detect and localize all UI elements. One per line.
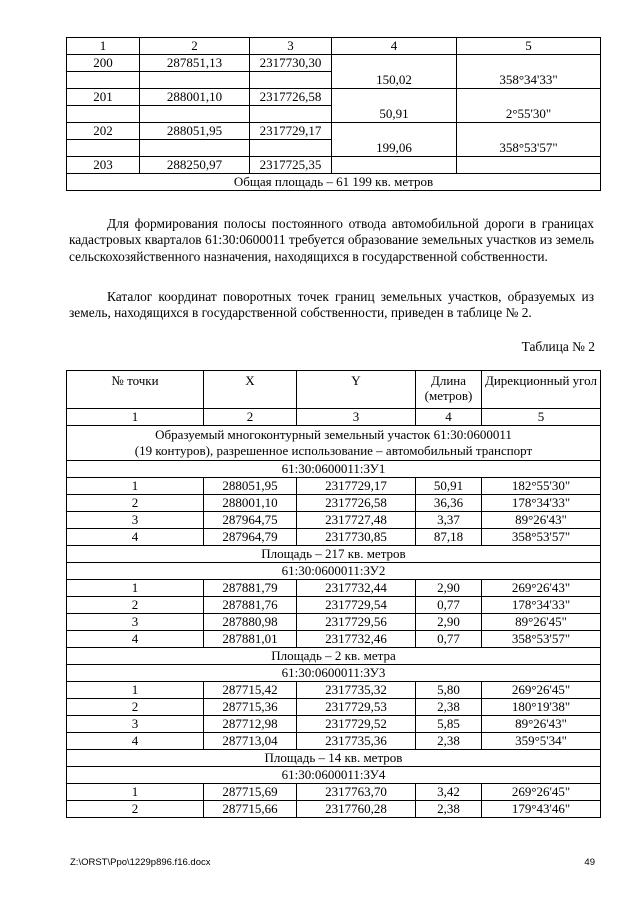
angle-cell: 358°34'33" bbox=[457, 72, 601, 89]
table-row bbox=[67, 140, 601, 157]
paragraph-formation: Для формирования полосы постоянного отвода автомобильной дороги в границах кадастровых кварталов 61:30:0600011 требуется образование земельных участков из земель сельскохозяйственного назначения, находящихся в государственной собственности. bbox=[69, 216, 594, 264]
table-row bbox=[67, 631, 601, 648]
point-cell bbox=[67, 106, 140, 123]
section-name: 61:30:0600011:ЗУ4 bbox=[67, 767, 601, 784]
col-number: 3 bbox=[250, 38, 332, 55]
y-cell: 2317729,54 bbox=[297, 597, 416, 614]
x-cell: 287881,01 bbox=[204, 631, 297, 648]
col-number: 1 bbox=[67, 38, 140, 55]
y-cell: 2317729,53 bbox=[297, 699, 416, 716]
x-cell: 288001,10 bbox=[140, 89, 250, 106]
x-cell: 287964,79 bbox=[204, 529, 297, 546]
col-number: 4 bbox=[332, 38, 457, 55]
point-cell bbox=[67, 72, 140, 89]
y-cell: 2317732,46 bbox=[297, 631, 416, 648]
angle-cell bbox=[457, 157, 601, 174]
angle-cell bbox=[457, 89, 601, 106]
angle-cell: 89°26'43" bbox=[482, 716, 601, 733]
section-name: 61:30:0600011:ЗУ3 bbox=[67, 665, 601, 682]
length-cell: 2,90 bbox=[416, 614, 482, 631]
length-cell bbox=[332, 157, 457, 174]
length-cell: 150,02 bbox=[332, 72, 457, 89]
length-cell: 0,77 bbox=[416, 631, 482, 648]
parcel-title bbox=[67, 426, 601, 461]
x-cell: 287715,36 bbox=[204, 699, 297, 716]
section-area: Площадь – 2 кв. метра bbox=[67, 648, 601, 665]
x-cell: 287851,13 bbox=[140, 55, 250, 72]
footer-file-path: Z:\ORST\Ppo\1229p896.f16.docx bbox=[70, 857, 211, 868]
header-y: Y bbox=[297, 371, 416, 409]
table-header-row bbox=[67, 371, 601, 409]
x-cell: 288051,95 bbox=[140, 123, 250, 140]
angle-cell: 89°26'45" bbox=[482, 614, 601, 631]
x-cell: 287713,04 bbox=[204, 733, 297, 750]
col-number: 4 bbox=[416, 409, 482, 426]
point-cell bbox=[67, 140, 140, 157]
y-cell: 2317735,36 bbox=[297, 733, 416, 750]
point-cell: 3 bbox=[67, 716, 204, 733]
point-cell: 4 bbox=[67, 631, 204, 648]
x-cell: 287715,42 bbox=[204, 682, 297, 699]
length-cell: 87,18 bbox=[416, 529, 482, 546]
table-row bbox=[67, 123, 601, 140]
x-cell: 288001,10 bbox=[204, 495, 297, 512]
table-row bbox=[67, 682, 601, 699]
length-cell: 0,77 bbox=[416, 597, 482, 614]
table-row bbox=[67, 699, 601, 716]
y-cell bbox=[250, 72, 332, 89]
angle-cell: 358°53'57" bbox=[482, 631, 601, 648]
angle-cell: 178°34'33" bbox=[482, 597, 601, 614]
point-cell: 2 bbox=[67, 699, 204, 716]
point-cell: 2 bbox=[67, 495, 204, 512]
x-cell: 287715,66 bbox=[204, 801, 297, 818]
point-cell: 200 bbox=[67, 55, 140, 72]
length-cell bbox=[332, 89, 457, 106]
header-angle: Дирекционный угол bbox=[482, 371, 601, 409]
point-cell: 4 bbox=[67, 529, 204, 546]
header-length: Длина (метров) bbox=[416, 371, 482, 409]
x-cell: 287715,69 bbox=[204, 784, 297, 801]
section-area: Площадь – 217 кв. метров bbox=[67, 546, 601, 563]
x-cell bbox=[140, 140, 250, 157]
point-cell: 2 bbox=[67, 597, 204, 614]
length-cell: 3,37 bbox=[416, 512, 482, 529]
sections-body bbox=[67, 461, 601, 818]
col-number: 5 bbox=[457, 38, 601, 55]
table-row bbox=[67, 478, 601, 495]
table-row bbox=[67, 597, 601, 614]
x-cell bbox=[140, 72, 250, 89]
total-area: Общая площадь – 61 199 кв. метров bbox=[67, 174, 601, 191]
section-name-row bbox=[67, 461, 601, 478]
length-cell: 199,06 bbox=[332, 140, 457, 157]
angle-cell bbox=[457, 55, 601, 72]
table-row bbox=[67, 72, 601, 89]
x-cell bbox=[140, 106, 250, 123]
y-cell bbox=[250, 106, 332, 123]
y-cell: 2317732,44 bbox=[297, 580, 416, 597]
table-row bbox=[67, 512, 601, 529]
y-cell: 2317729,17 bbox=[250, 123, 332, 140]
angle-cell: 269°26'43" bbox=[482, 580, 601, 597]
length-cell: 50,91 bbox=[416, 478, 482, 495]
x-cell: 288250,97 bbox=[140, 157, 250, 174]
y-cell: 2317729,56 bbox=[297, 614, 416, 631]
table-row bbox=[67, 614, 601, 631]
length-cell: 3,42 bbox=[416, 784, 482, 801]
total-area-row bbox=[67, 174, 601, 191]
section-name-row bbox=[67, 665, 601, 682]
x-cell: 288051,95 bbox=[204, 478, 297, 495]
angle-cell: 182°55'30" bbox=[482, 478, 601, 495]
table-header-row bbox=[67, 38, 601, 55]
x-cell: 287964,75 bbox=[204, 512, 297, 529]
point-cell: 203 bbox=[67, 157, 140, 174]
point-cell: 4 bbox=[67, 733, 204, 750]
y-cell: 2317726,58 bbox=[297, 495, 416, 512]
table-row bbox=[67, 784, 601, 801]
col-number: 2 bbox=[140, 38, 250, 55]
y-cell: 2317760,28 bbox=[297, 801, 416, 818]
table-row bbox=[67, 529, 601, 546]
point-cell: 3 bbox=[67, 614, 204, 631]
y-cell: 2317727,48 bbox=[297, 512, 416, 529]
table-row bbox=[67, 733, 601, 750]
angle-cell: 359°5'34" bbox=[482, 733, 601, 750]
point-cell: 201 bbox=[67, 89, 140, 106]
footer-page-number: 49 bbox=[584, 857, 595, 868]
y-cell: 2317726,58 bbox=[250, 89, 332, 106]
y-cell: 2317729,52 bbox=[297, 716, 416, 733]
point-cell: 1 bbox=[67, 682, 204, 699]
x-cell: 287880,98 bbox=[204, 614, 297, 631]
header-point: № точки bbox=[67, 371, 204, 409]
point-cell: 3 bbox=[67, 512, 204, 529]
x-cell: 287881,79 bbox=[204, 580, 297, 597]
section-name-row bbox=[67, 767, 601, 784]
col-number: 5 bbox=[482, 409, 601, 426]
table-row bbox=[67, 157, 601, 174]
point-cell: 1 bbox=[67, 580, 204, 597]
table-row bbox=[67, 495, 601, 512]
x-cell: 287881,76 bbox=[204, 597, 297, 614]
section-name: 61:30:0600011:ЗУ1 bbox=[67, 461, 601, 478]
header-x: X bbox=[204, 371, 297, 409]
length-cell bbox=[332, 55, 457, 72]
point-cell: 202 bbox=[67, 123, 140, 140]
angle-cell: 2°55'30" bbox=[457, 106, 601, 123]
col-number: 2 bbox=[204, 409, 297, 426]
length-cell: 5,80 bbox=[416, 682, 482, 699]
point-cell: 1 bbox=[67, 784, 204, 801]
column-numbers-row bbox=[67, 409, 601, 426]
table-row bbox=[67, 580, 601, 597]
y-cell: 2317730,30 bbox=[250, 55, 332, 72]
paragraph-catalog: Каталог координат поворотных точек границ земельных участков, образуемых из земель, находящихся в государственной собственности, приведен в таблице № 2. bbox=[69, 289, 594, 321]
y-cell bbox=[250, 140, 332, 157]
angle-cell: 358°53'57" bbox=[457, 140, 601, 157]
section-name-row bbox=[67, 563, 601, 580]
length-cell: 2,38 bbox=[416, 733, 482, 750]
angle-cell: 269°26'45" bbox=[482, 784, 601, 801]
y-cell: 2317763,70 bbox=[297, 784, 416, 801]
angle-cell: 89°26'43" bbox=[482, 512, 601, 529]
angle-cell: 269°26'45" bbox=[482, 682, 601, 699]
parcel-title-line: (19 контуров), разрешенное использование – автомобильный транспорт bbox=[134, 443, 533, 458]
section-area: Площадь – 14 кв. метров bbox=[67, 750, 601, 767]
angle-cell: 358°53'57" bbox=[482, 529, 601, 546]
section-name: 61:30:0600011:ЗУ2 bbox=[67, 563, 601, 580]
parcel-title-row bbox=[67, 426, 601, 461]
length-cell: 2,38 bbox=[416, 699, 482, 716]
table-row bbox=[67, 716, 601, 733]
length-cell: 36,36 bbox=[416, 495, 482, 512]
y-cell: 2317729,17 bbox=[297, 478, 416, 495]
angle-cell: 178°34'33" bbox=[482, 495, 601, 512]
y-cell: 2317735,32 bbox=[297, 682, 416, 699]
length-cell: 2,38 bbox=[416, 801, 482, 818]
x-cell: 287712,98 bbox=[204, 716, 297, 733]
section-area-row bbox=[67, 750, 601, 767]
parcel-title-line: Образуемый многоконтурный земельный участок 61:30:0600011 bbox=[155, 427, 512, 442]
point-cell: 2 bbox=[67, 801, 204, 818]
section-area-row bbox=[67, 546, 601, 563]
y-cell: 2317725,35 bbox=[250, 157, 332, 174]
coordinates-table-2 bbox=[66, 370, 601, 818]
length-cell: 5,85 bbox=[416, 716, 482, 733]
coordinates-table-continuation bbox=[66, 37, 601, 191]
length-cell bbox=[332, 123, 457, 140]
table-row bbox=[67, 801, 601, 818]
col-number: 1 bbox=[67, 409, 204, 426]
table-row bbox=[67, 106, 601, 123]
table-row bbox=[67, 55, 601, 72]
angle-cell: 179°43'46" bbox=[482, 801, 601, 818]
angle-cell: 180°19'38" bbox=[482, 699, 601, 716]
point-cell: 1 bbox=[67, 478, 204, 495]
y-cell: 2317730,85 bbox=[297, 529, 416, 546]
col-number: 3 bbox=[297, 409, 416, 426]
section-area-row bbox=[67, 648, 601, 665]
table-row bbox=[67, 89, 601, 106]
length-cell: 50,91 bbox=[332, 106, 457, 123]
angle-cell bbox=[457, 123, 601, 140]
length-cell: 2,90 bbox=[416, 580, 482, 597]
table-label: Таблица № 2 bbox=[521, 339, 595, 354]
